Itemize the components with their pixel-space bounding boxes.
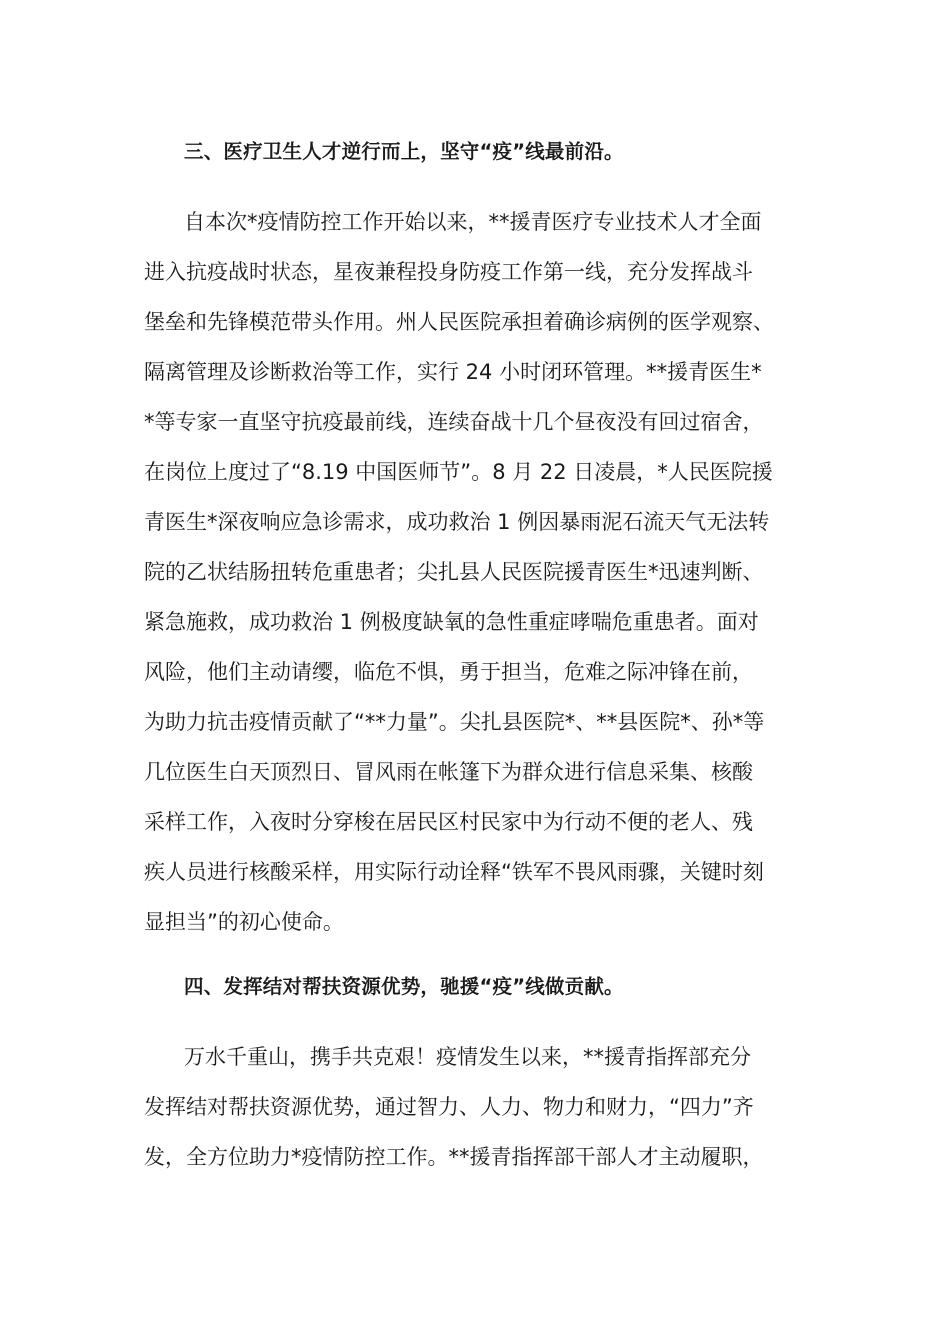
section-3-paragraph [144, 197, 808, 947]
paragraph-line: *等专家一直坚守抗疫最前线，连续奋战十几个昼夜没有回过宿舍， [144, 410, 764, 434]
paragraph-line: 发，全方位助力*疫情防控工作。**援青指挥部干部人才主动履职， [144, 1145, 764, 1169]
paragraph-line: 自本次*疫情防控工作开始以来，**援青医疗专业技术人才全面 [184, 210, 762, 234]
paragraph-line: 风险，他们主动请缨，临危不惧，勇于担当，危难之际冲锋在前， [144, 660, 753, 684]
section-4-paragraph [144, 1032, 808, 1182]
spacer [144, 172, 808, 197]
paragraph-line: 青医生*深夜响应急诊需求，成功救治 1 例因暴雨泥石流天气无法转 [144, 510, 770, 534]
paragraph-line: 堡垒和先锋模范带头作用。州人民医院承担着确诊病例的医学观察、 [144, 310, 774, 334]
document-body [144, 132, 808, 1182]
paragraph-line: 为助力抗击疫情贡献了“**力量”。尖扎县医院*、**县医院*、孙*等 [144, 710, 765, 734]
paragraph-line: 在岗位上度过了“8.19 中国医师节”。8 月 22 日凌晨，*人民医院援 [144, 460, 773, 484]
paragraph-line: 采样工作，入夜时分穿梭在居民区村民家中为行动不便的老人、残 [144, 810, 753, 834]
paragraph-line: 发挥结对帮扶资源优势，通过智力、人力、物力和财力，“四力”齐 [144, 1095, 754, 1119]
paragraph-line: 疾人员进行核酸采样，用实际行动诠释“铁军不畏风雨骤，关键时刻 [144, 860, 764, 884]
paragraph-line: 院的乙状结肠扭转危重患者；尖扎县人民医院援青医生*迅速判断、 [144, 560, 764, 584]
spacer [144, 947, 808, 967]
section-3-heading: 三、医疗卫生人才逆行而上，坚守“疫”线最前沿。 [184, 140, 624, 163]
paragraph-line: 万水千重山，携手共克艰！疫情发生以来，**援青指挥部充分 [184, 1045, 751, 1069]
spacer [144, 1007, 808, 1032]
paragraph-line: 隔离管理及诊断救治等工作，实行 24 小时闭环管理。**援青医生* [144, 360, 762, 384]
paragraph-line: 进入抗疫战时状态，星夜兼程投身防疫工作第一线，充分发挥战斗 [144, 260, 753, 284]
section-4-heading: 四、发挥结对帮扶资源优势，驰援“疫”线做贡献。 [184, 975, 624, 998]
paragraph-line: 紧急施救，成功救治 1 例极度缺氧的急性重症哮喘危重患者。面对 [144, 610, 759, 634]
paragraph-line: 显担当”的初心使命。 [144, 910, 344, 934]
paragraph-line: 几位医生白天顶烈日、冒风雨在帐篷下为群众进行信息采集、核酸 [144, 760, 753, 784]
